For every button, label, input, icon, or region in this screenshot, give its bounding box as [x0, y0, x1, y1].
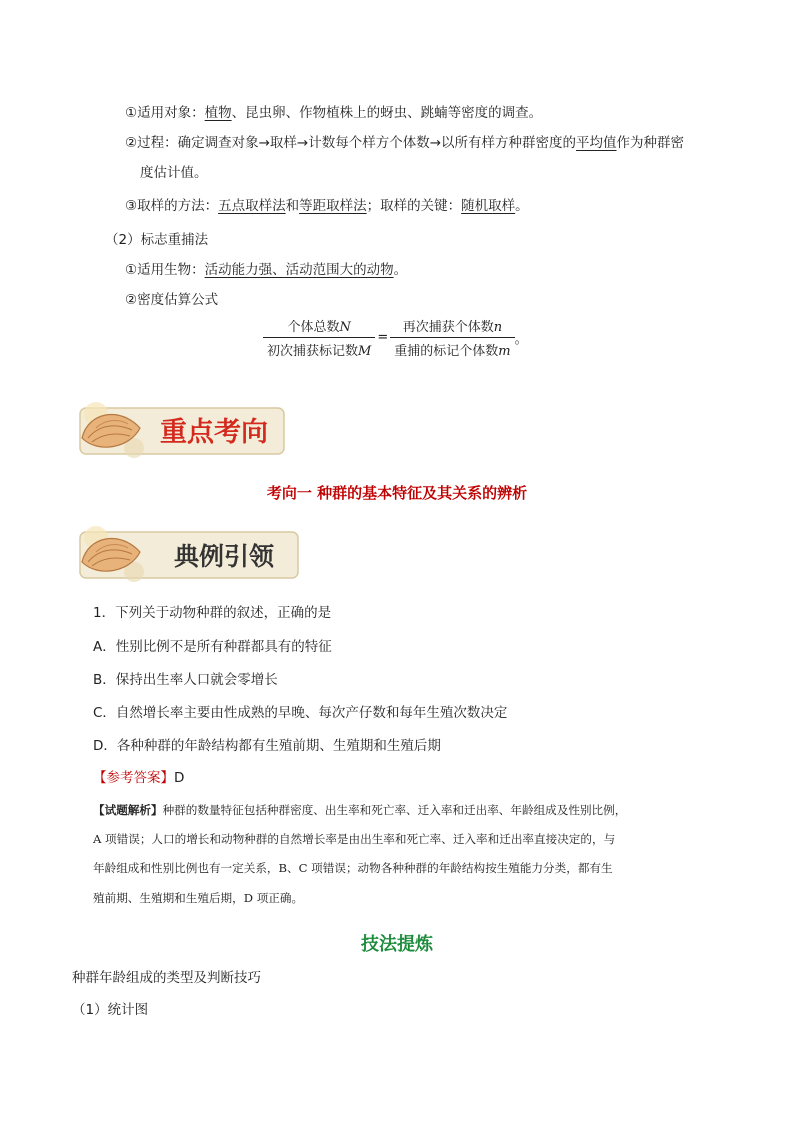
reference-answer: 【参考答案】D: [93, 770, 185, 786]
quadrat-sampling-line: ③取样的方法：五点取样法和等距取样法；取样的关键：随机取样。: [125, 198, 529, 214]
mark-recapture-object-line: ①适用生物：活动能力强、活动范围大的动物。: [125, 262, 408, 278]
quadrat-process-continued: 度估计值。: [140, 165, 208, 181]
option-a: A．性别比例不是所有种群都具有的特征: [93, 639, 332, 655]
key-direction-banner: [74, 398, 290, 462]
analysis-line-3: 年龄组成和性别比例也有一定关系，B、C 项错误；动物各种种群的年龄结构按生殖能力分类，都有生: [93, 861, 613, 875]
analysis-line-4: 殖前期、生殖期和生殖后期，D 项正确。: [93, 891, 304, 905]
typical-example-banner: [74, 522, 304, 586]
underlined-active-animals: 活动能力强、活动范围大的动物: [204, 262, 394, 278]
option-b: B．保持出生率人口就会零增长: [93, 672, 278, 688]
answer-value: D: [174, 770, 185, 786]
section-title-direction-one: 考向一 种群的基本特征及其关系的辨析: [266, 484, 528, 502]
option-d: D．各种种群的年龄结构都有生殖前期、生殖期和生殖后期: [93, 738, 441, 754]
underlined-average: 平均值: [576, 135, 617, 151]
analysis-line-2: A 项错误；人口的增长和动物种群的自然增长率是由出生率和死亡率、迁入率和迁出率直接决定的，与: [93, 832, 616, 846]
underlined-plants: 植物: [204, 105, 232, 121]
fraction-right: $\frac{\text{再次捕获个体数n}}{\text{重捕的标记个体数m}}$: [390, 316, 514, 359]
technique-chart-heading: （1）统计图: [72, 1002, 149, 1018]
underlined-random: 随机取样: [461, 198, 516, 214]
technique-intro: 种群年龄组成的类型及判断技巧: [72, 970, 261, 986]
option-c: C．自然增长率主要由性成熟的早晚、每次产仔数和每年生殖次数决定: [93, 705, 508, 721]
underlined-five-point: 五点取样法: [218, 198, 286, 214]
fraction-left: $\frac{\text{个体总数N}}{\text{初次捕获标记数M}}$: [263, 316, 375, 359]
section-title-technique: 技法提炼: [361, 934, 433, 955]
mark-recapture-title: （2）标志重捕法: [105, 232, 209, 248]
equals-sign: =: [377, 330, 389, 345]
analysis-line-1: 【试题解析】种群的数量特征包括种群密度、出生率和死亡率、迁入率和迁出率、年龄组成及性别比例，: [93, 803, 627, 817]
analysis-label: 【试题解析】: [93, 803, 163, 817]
banner-title: 重点考向: [160, 417, 268, 448]
density-formula: $\frac{\text{个体总数N}}{\text{初次捕获标记数M}}$ = $\frac{\text{再次捕获个体数n}}{\text{重捕的标记个体数m}}$ 。: [263, 316, 528, 359]
question-stem: 1．下列关于动物种群的叙述，正确的是: [93, 605, 332, 621]
banner-graphic: [74, 398, 290, 462]
underlined-equidistant: 等距取样法: [299, 198, 367, 214]
banner-title: 典例引领: [173, 542, 275, 571]
quadrat-object-line: ①适用对象：植物、昆虫卵、作物植株上的蚜虫、跳蝻等密度的调查。: [125, 105, 543, 121]
banner-graphic: [74, 522, 304, 586]
density-formula-label: ②密度估算公式: [125, 292, 219, 308]
quadrat-process-line: ②过程：确定调查对象→取样→计数每个样方个体数→以所有样方种群密度的平均值作为种群密: [125, 135, 685, 151]
